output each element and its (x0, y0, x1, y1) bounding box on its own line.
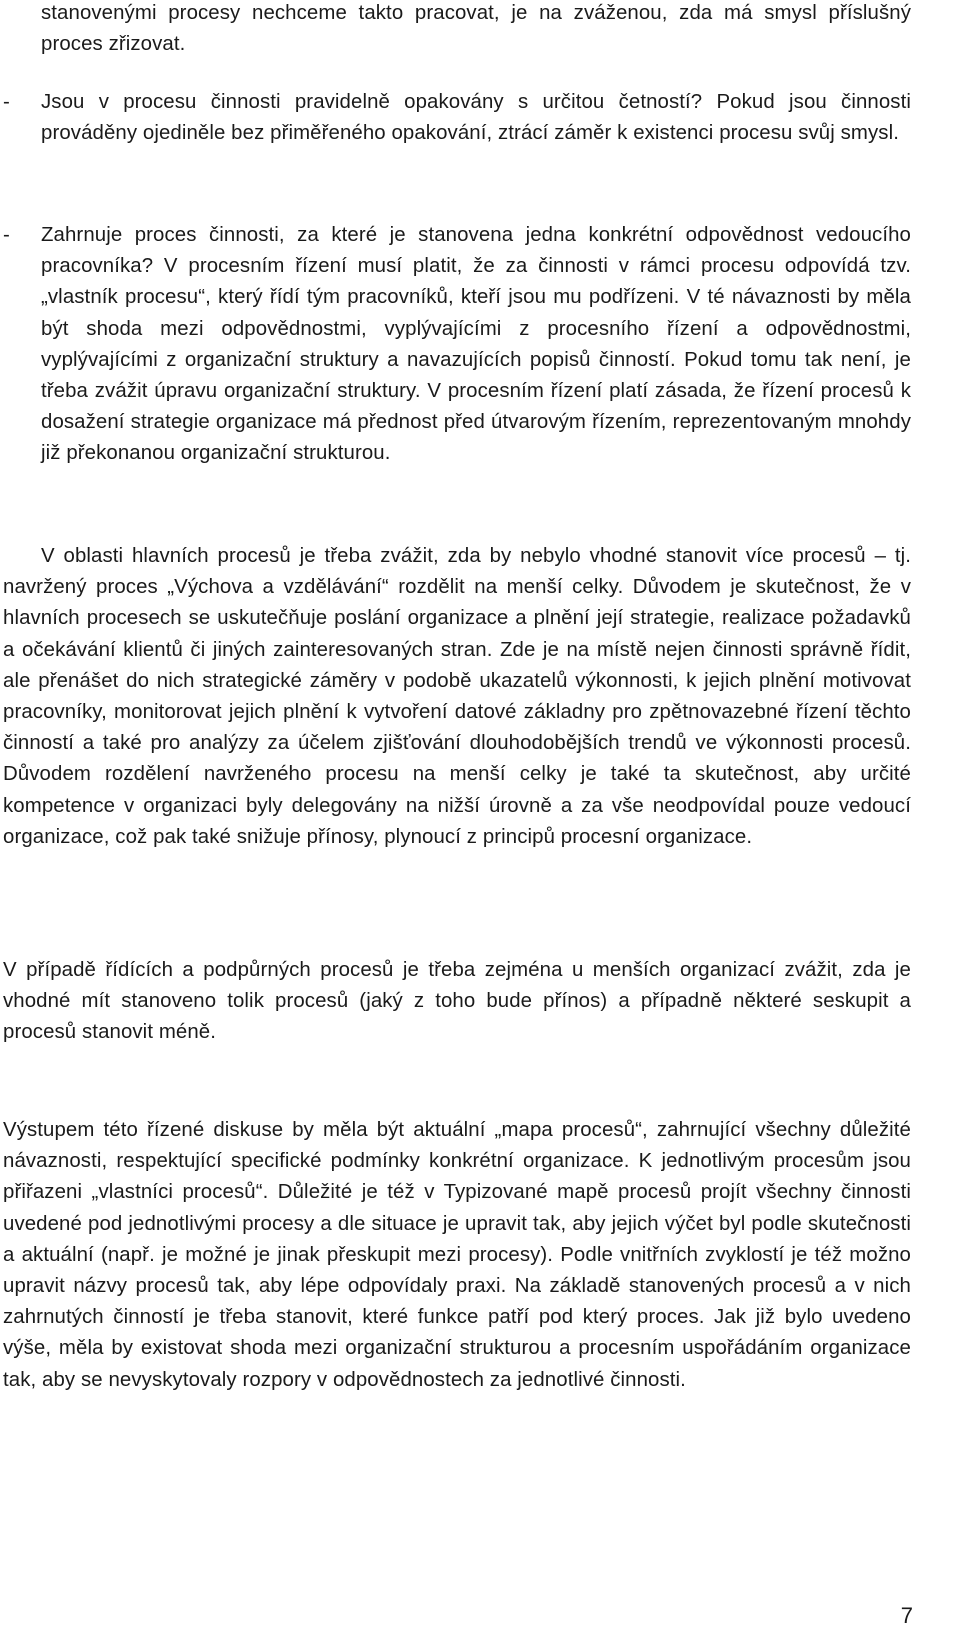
body-paragraph: Výstupem této řízené diskuse by měla být aktuální „mapa procesů“, zahrnující všechny důležité návaznosti, respektující specifické podmínky konkrétní organizace. K jednotlivým procesům jsou přiřazeni „vlastníci procesů“. Důležité je též v Typizované mapě procesů projít všechny činnosti uvedené pod jednotlivými procesy a dle situace je upravit tak, aby jejich výčet byl podle skutečnosti a aktuální (např. je možné je jinak přeskupit mezi procesy). Podle vnitřních zvyklostí je též možno upravit názvy procesů tak, aby lépe odpovídaly praxi. Na základě stanovených procesů a v nich zahrnutých činností je třeba stanovit, které funkce patří pod který proces. Jak již bylo uvedeno výše, měla by existovat shoda mezi organizační strukturou a procesním uspořádáním organizace tak, aby se nevyskytovaly rozpory v odpovědnostech za jednotlivé činnosti. (3, 1119, 911, 1391)
bullet-item (0, 220, 960, 470)
page-number: 7 (900, 1603, 913, 1628)
bullet-item (0, 87, 960, 149)
body-paragraph: V případě řídících a podpůrných procesů je třeba zejména u menších organizací zvážit, zda je vhodné mít stanoveno tolik procesů (jaký z toho bude přínos) a případně některé seskupit a procesů stanovit méně. (3, 959, 911, 1044)
bullet-marker: - (3, 91, 10, 113)
bullet-marker: - (3, 224, 10, 246)
bullet-text: Jsou v procesu činnosti pravidelně opakovány s určitou četností? Pokud jsou činnosti prováděny ojediněle bez přiměřeného opakování, ztrácí záměr k existenci procesu svůj smysl. (41, 91, 911, 145)
continuation-paragraph: stanovenými procesy nechceme takto pracovat, je na zváženou, zda má smysl příslušný proces zřizovat. (41, 2, 911, 56)
bullet-text: Zahrnuje proces činnosti, za které je stanovena jedna konkrétní odpovědnost vedoucího pracovníka? V procesním řízení musí platit, že za činnosti v rámci procesu odpovídá tzv. „vlastník procesu“, který řídí tým pracovníků, kteří jsou mu podřízeni. V té návaznosti by měla být shoda mezi odpovědnostmi, vyplývajícími z procesního řízení a odpovědnostmi, vyplývajícími z organizační struktury a navazujících popisů činností. Pokud tomu tak není, je třeba zvážit úpravu organizační struktury. V procesním řízení platí zásada, že řízení procesů k dosažení strategie organizace má přednost před útvarovým řízením, reprezentovaným mnohdy již překonanou organizační strukturou. (41, 224, 911, 465)
body-paragraph: V oblasti hlavních procesů je třeba zvážit, zda by nebylo vhodné stanovit více procesů – tj. navržený proces „Výchova a vzdělávání“ rozdělit na menší celky. Důvodem je skutečnost, že v hlavních procesech se uskutečňuje poslání organizace a plnění její strategie, realizace požadavků a očekávání klientů či jiných zainteresovaných stran. Zde je na místě nejen činnosti správně řídit, ale přenášet do nich strategické záměry v podobě ukazatelů výkonnosti, k jejich plnění motivovat pracovníky, monitorovat jejich plnění k vytvoření datové základny pro zpětnovazebné řízení těchto činností a také pro analýzy za účelem zjišťování dlouhodobějších trendů ve výkonnosti procesů. Důvodem rozdělení navrženého procesu na menší celky je také ta skutečnost, aby určité kompetence v organizaci byly delegovány na nižší úrovně a za vše neodpovídal pouze vedoucí organizace, což pak také snižuje přínosy, plynoucí z principů procesní organizace. (3, 545, 911, 848)
